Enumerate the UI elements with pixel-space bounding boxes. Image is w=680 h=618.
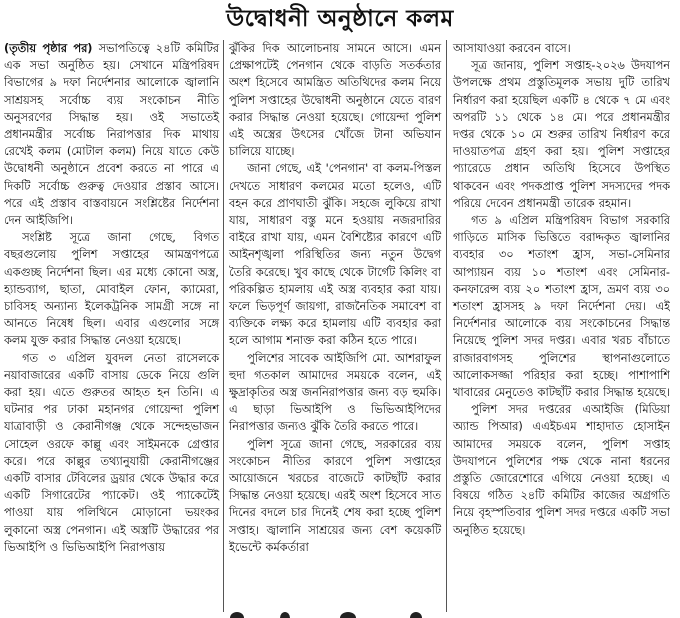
paragraph-10: গত ৯ এপ্রিল মন্ত্রিপরিষদ বিভাগ সরকারি গাড়িতে মাসিক ভিত্তিতে বরাদ্দকৃত জ্বালানির ব্যবহার ৩০ শতাংশ হ্রাস, সভা-সেমিনার আপ্যায়ন ব্যয় ১০ শতাংশ এবং সেমিনার-কনফারেন্স ব্যয় ২০ শতাংশ হ্রাস, ভ্রমণ ব্যয় ৩০ শতাংশ হ্রাসসহ ৯ দফা নির্দেশনা দেয়। এই নির্দেশনার আলোকে ব্যয় সংকোচনের সিদ্ধান্ত নিয়েছে পুলিশ সদর দপ্তর। এবার খরচ বাঁচাতে রাজারবাগসহ পুলিশের স্থাপনাগুলোতে আলোকসজ্জা পরিহার করা হচ্ছে। পাশাপাশি খাবারের মেনুতেও কাটছাঁট করার সিদ্ধান্ত হয়েছে।	[453, 214, 670, 400]
paragraph-1	[4, 40, 219, 229]
paragraph-4: ঝুঁকির দিক আলোচনায় সামনে আসে। এমন প্রেক্ষাপটেই পেনগান থেকে বাড়তি সতর্কতার অংশ হিসেবে আমন্ত্রিত অতিথিদের কলম নিয়ে পুলিশ সপ্তাহের উদ্বোধনী অনুষ্ঠানে যেতে বারণ করার সিদ্ধান্ত নেওয়া হয়েছে। গোয়েন্দা পুলিশ এই অস্ত্রের উৎসের খোঁজে টানা অভিযান চালিয়ে যাচ্ছে।	[229, 42, 441, 159]
cropped-heading-fragment	[220, 612, 460, 618]
paragraph-6: পুলিশের সাবেক আইজিপি মো. আশরাফুল হুদা গতকাল আমাদের সময়কে বলেন, এই ক্ষুদ্রাকৃতির অস্ত্র জননিরাপত্তার জন্য বড় হুমকি। এ ছাড়া ভিআইপি ও ভিভিআইপিদের নিরাপত্তার জন্যও ঝুঁকি তৈরি করতে পারে।	[229, 351, 441, 434]
article-column-3	[447, 40, 670, 612]
article-column-2	[224, 40, 446, 612]
continued-from-tag: (তৃতীয় পৃষ্ঠার পর)	[4, 42, 93, 55]
article-headline: উদ্বোধনী অনুষ্ঠানে কলম	[226, 5, 454, 32]
paragraph-2: সংশ্লিষ্ট সূত্রে জানা গেছে, বিগত বছরগুলোয় পুলিশ সপ্তাহের আমন্ত্রণপত্রে একগুচ্ছ নির্দেশনা ছিল। এর মধ্যে কোনো অস্ত্র, হ্যান্ডব্যাগ, ছাতা, মোবাইল ফোন, ক্যামেরা, চাবিসহ অন্যান্য ইলেকট্রনিক সামগ্রী সঙ্গে না আনতে নিষেধ ছিল। এবার এগুলোর সঙ্গে কলম যুক্ত করার সিদ্ধান্ত নেওয়া হয়েছে।	[4, 231, 219, 348]
paragraph-text: সভাপতিত্বে ২৪টি কমিটির এক সভা অনুষ্ঠিত হয়। সেখানে মন্ত্রিপরিষদ বিভাগের ৯ দফা নির্দেশনার আলোকে জ্বালানি সাশ্রয়সহ সর্বোচ্চ ব্যয় সংকোচন নীতি অনুসরণের সিদ্ধান্ত হয়। ওই সভাতেই প্রধানমন্ত্রীর সর্বোচ্চ নিরাপত্তার দিক মাথায় রেখেই কলম (মোটাল কলম) নিয়ে যাতে কেউ উদ্বোধনী অনুষ্ঠানে প্রবেশ করতে না পারে এ দিকটি সর্বোচ্চ গুরুত্ব দেওয়ার প্রস্তাব আসে। পরে এই প্রস্তাব বাস্তবায়নে সংশ্লিষ্টের নির্দেশনা দেন আইজিপি।	[4, 42, 219, 228]
paragraph-3: গত ৩ এপ্রিল যুবদল নেতা রাসেলকে নয়াবাজারের একটি বাসায় ডেকে নিয়ে গুলি করা হয়। এতে গুরুতর আহত হন তিনি। এ ঘটনার পর ঢাকা মহানগর গোয়েন্দা পুলিশ যাত্রাবাড়ী ও কেরানীগঞ্জ থেকে সন্দেহভাজন সোহেল ওরফে কাল্লু এবং সাইমনকে গ্রেপ্তার করে। পরে কাল্লুর তথ্যানুযায়ী কেরানীগঞ্জের একটি বাসার টেবিলের ড্রয়ার থেকে উদ্ধার করে একটি সিগারেটের প্যাকেট। ওই প্যাকেটেই পাওয়া যায় পলিথিনে মোড়ানো ভয়ংকর লুকানো অস্ত্র পেনগান। এই অস্ত্রটি উদ্ধারের পর ভিআইপি ও ভিভিআইপি নিরাপত্তায়	[4, 351, 219, 554]
paragraph-11: পুলিশ সদর দপ্তরের এআইজি (মিডিয়া অ্যান্ড পিআর) এএইচএম শাহাদাত হোসাইন আমাদের সময়কে বলেন, পুলিশ সপ্তাহ উদযাপনে পুলিশের পক্ষ থেকে নানা ধরনের প্রস্তুতি জোরেশোরে এগিয়ে নেওয়া হচ্ছে। এ বিষয়ে গঠিত ২৪টি কমিটির কাজের অগ্রগতি নিয়ে বৃহস্পতিবার পুলিশ সদর দপ্তরে একটি সভা অনুষ্ঠিত হয়েছে।	[453, 403, 670, 537]
article-body	[4, 40, 676, 612]
article-column-1	[4, 40, 223, 612]
paragraph-9: সূত্র জানায়, পুলিশ সপ্তাহ-২০২৬ উদযাপন উপলক্ষে প্রথম প্রস্তুতিমূলক সভায় দুটি তারিখ নির্ধারণ করা হয়েছিল একটি ৪ থেকে ৭ মে এবং অপরটি ১১ থেকে ১৪ মে। পরে প্রধানমন্ত্রীর দপ্তর থেকে ১০ মে শুরুর তারিখ নির্ধারণ করে দাওয়াতপত্র গ্রহণ করা হয়। পুলিশ সপ্তাহের প্যারেডে প্রধান অতিথি হিসেবে উপস্থিত থাকবেন এবং পদকপ্রাপ্ত পুলিশ সদস্যদের পদক পরিয়ে দেবেন প্রধানমন্ত্রী তারেক রহমান।	[453, 59, 670, 210]
paragraph-7: পুলিশ সূত্রে জানা গেছে, সরকারের ব্যয় সংকোচন নীতির কারণে পুলিশ সপ্তাহের আয়োজনে খরচের বাজেটে কাটছাঁট করার সিদ্ধান্ত নেওয়া হয়েছে। এরই অংশ হিসেবে সাত দিনের বদলে চার দিনেই শেষ করা হচ্ছে পুলিশ সপ্তাহ। জ্বালানি সাশ্রয়ের জন্য বেশ কয়েকটি ইভেন্টে কর্মকর্তারা	[229, 437, 441, 554]
paragraph-8: আসাযাওয়া করবেন বাসে।	[453, 42, 571, 55]
paragraph-5: জানা গেছে, এই 'পেনগান' বা কলম-পিস্তল দেখতে সাধারণ কলমের মতো হলেও, এটি বহন করে প্রাণঘাতী ঝুঁকি। সহজে লুকিয়ে রাখা যায়, সাধারণ বস্তু মনে হওয়ায় নজরদারির বাইরে রাখা যায়, এমন বৈশিষ্ট্যের কারণে এটি আইনশৃঙ্খলা পরিস্থিতির জন্য নতুন উদ্বেগ তৈরি করেছে। খুব কাছে থেকে টার্গেট কিলিং বা পরিকল্পিত হামলায় এই অস্ত্র ব্যবহার করা যায়। ফলে ভিড়পূর্ণ জায়গা, রাজনৈতিক সমাবেশ বা ব্যক্তিকে লক্ষ্য করে হামলায় এটি ব্যবহার করা হলে আগাম শনাক্ত করা কঠিন হতে পারে।	[229, 162, 441, 348]
